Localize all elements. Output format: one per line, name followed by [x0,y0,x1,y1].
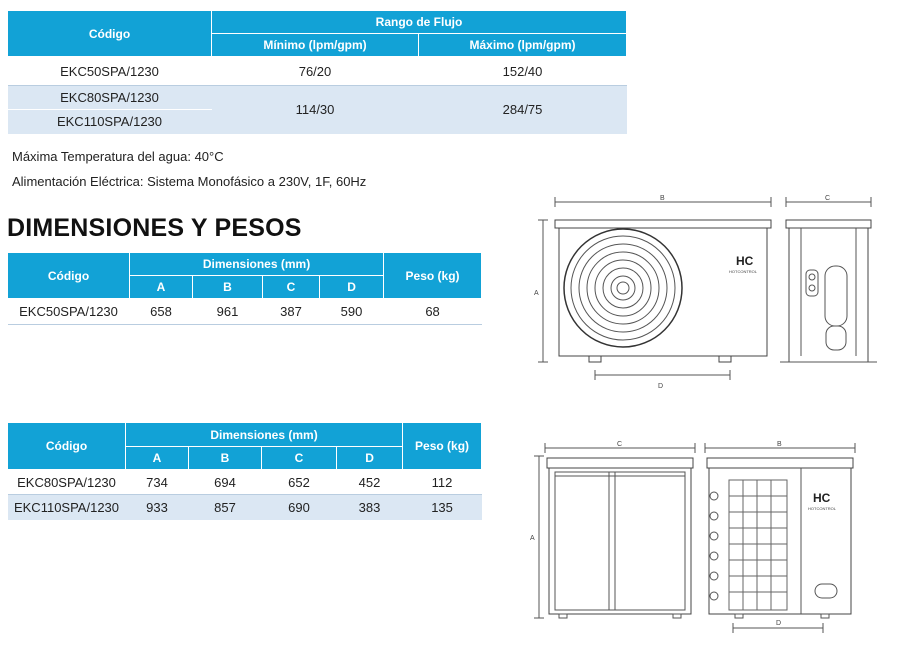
header-code: Código [8,253,130,299]
header-col-c: C [263,276,320,299]
cell-b: 694 [189,470,262,495]
cell-code: EKC110SPA/1230 [8,495,126,520]
cell-a: 658 [130,299,193,325]
header-col-c: C [262,447,337,470]
header-dimensions: Dimensiones (mm) [126,423,403,447]
heat-pump-diagram-2 [525,438,890,643]
cell-weight: 68 [384,299,482,325]
header-col-d: D [320,276,384,299]
cell-code: EKC80SPA/1230 [8,470,126,495]
header-dimensions: Dimensiones (mm) [130,253,384,276]
logo-subtext: HOTCONTROL [729,269,757,274]
cell-d: 452 [337,470,403,495]
cell-d: 383 [337,495,403,520]
dim-label-a: A [530,535,535,542]
header-col-a: A [126,447,189,470]
dim-label-b: B [777,441,782,448]
cell-code: EKC50SPA/1230 [8,299,130,325]
table-row [8,57,627,86]
dim-label-a: A [534,290,539,297]
logo-icon: HC [813,491,831,505]
cell-b: 961 [193,299,263,325]
dimensions-table-1 [7,252,482,325]
flow-rate-table [7,10,627,134]
cell-c: 387 [263,299,320,325]
dimensions-table-2 [7,422,482,520]
heat-pump-diagram-1 [525,190,890,400]
header-col-b: B [193,276,263,299]
section-title: DIMENSIONES Y PESOS [7,214,302,242]
header-code: Código [8,423,126,470]
header-min: Mínimo (lpm/gpm) [212,34,419,57]
header-col-d: D [337,447,403,470]
header-flow-range: Rango de Flujo [212,11,627,34]
max-water-temp-note: Máxima Temperatura del agua: 40°C [12,149,224,164]
cell-weight: 112 [403,470,482,495]
logo-subtext: HOTCONTROL [808,506,836,511]
cell-c: 690 [262,495,337,520]
dim-label-d: D [658,383,664,390]
cell-weight: 135 [403,495,482,520]
table-row [8,299,482,325]
header-max: Máximo (lpm/gpm) [419,34,627,57]
dim-label-c: C [617,441,623,448]
logo-icon: HC [736,254,754,268]
header-weight: Peso (kg) [384,253,482,299]
cell-d: 590 [320,299,384,325]
dim-label-d: D [776,620,782,627]
dim-label-b: B [660,195,665,202]
header-code: Código [8,11,212,57]
header-col-a: A [130,276,193,299]
cell-max-merged: 284/75 [419,86,627,134]
header-col-b: B [189,447,262,470]
table-row [8,470,482,495]
table-row [8,86,627,110]
cell-c: 652 [262,470,337,495]
cell-a: 734 [126,470,189,495]
cell-min-merged: 114/30 [212,86,419,134]
table-row [8,495,482,520]
cell-code: EKC110SPA/1230 [8,110,212,134]
cell-b: 857 [189,495,262,520]
cell-code: EKC80SPA/1230 [8,86,212,110]
power-supply-note: Alimentación Eléctrica: Sistema Monofásico a 230V, 1F, 60Hz [12,174,367,189]
cell-a: 933 [126,495,189,520]
cell-code: EKC50SPA/1230 [8,57,212,86]
cell-max: 152/40 [419,57,627,86]
dim-label-c: C [825,195,831,202]
header-weight: Peso (kg) [403,423,482,470]
cell-min: 76/20 [212,57,419,86]
